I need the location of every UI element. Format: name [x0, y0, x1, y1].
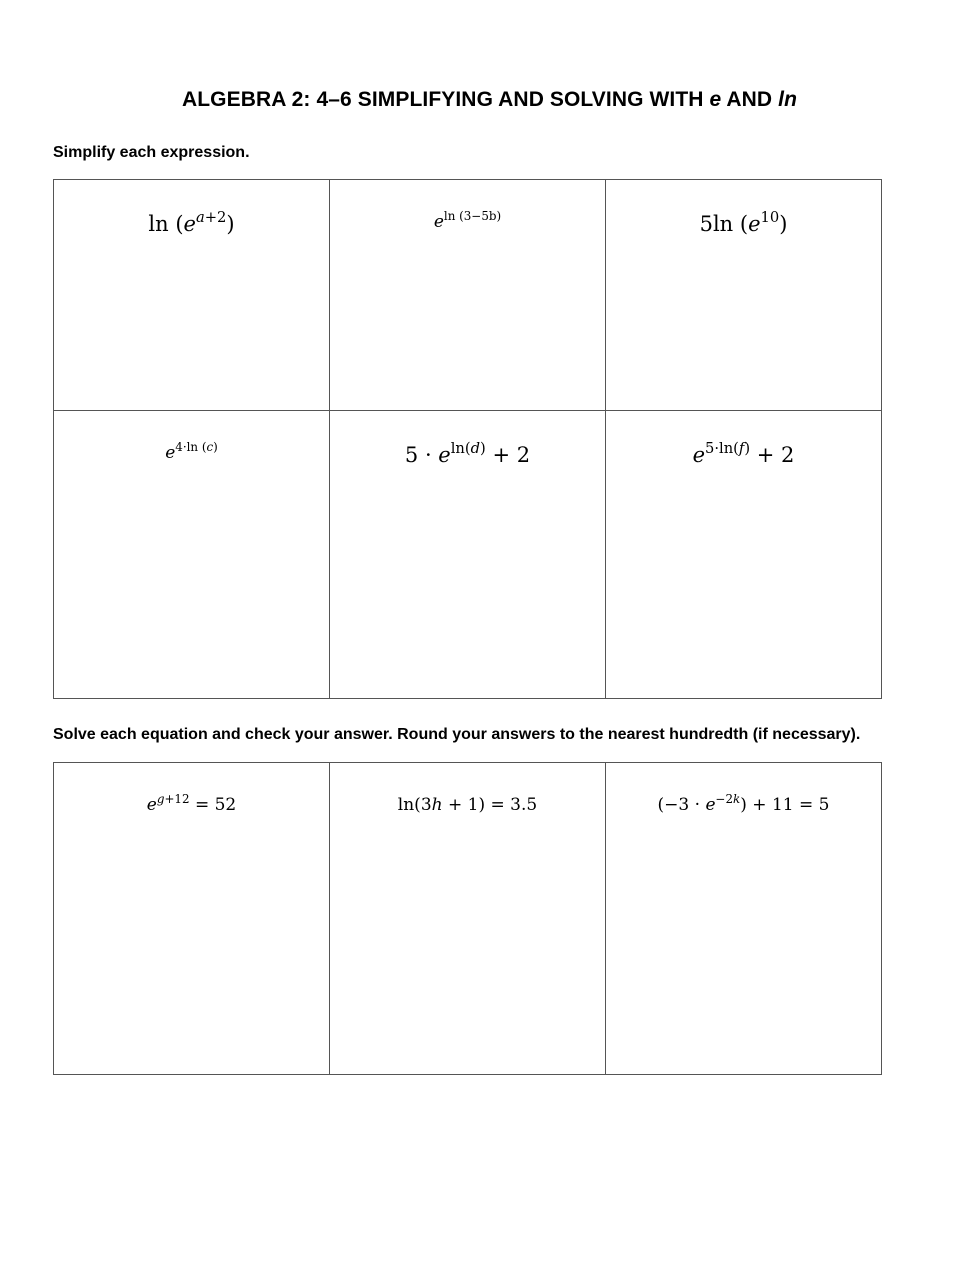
problem-cell[interactable] [330, 763, 606, 1075]
expression: 5ln $(e^{10})$ [699, 209, 788, 236]
problem-cell[interactable] [606, 180, 882, 411]
solve-problem-grid [53, 762, 882, 1075]
problem-cell[interactable] [54, 763, 330, 1075]
title-ln: ln [778, 88, 798, 111]
expression: $5 \cdot e^{ln(d)} + 2$ [404, 440, 531, 467]
problem-cell[interactable] [606, 411, 882, 699]
title-e: e [709, 88, 722, 111]
expression: $e^{ln (3-5b)}$ [433, 208, 502, 232]
simplify-instructions: Simplify each expression. [53, 144, 250, 161]
problem-cell[interactable] [330, 411, 606, 699]
problem-cell[interactable] [606, 763, 882, 1075]
equation: $e^{g+12} = 52$ [146, 791, 237, 815]
problem-cell[interactable] [330, 180, 606, 411]
problem-cell[interactable] [54, 180, 330, 411]
worksheet-title: ALGEBRA 2: 4–6 SIMPLIFYING AND SOLVING WITH e AND ln [181, 88, 798, 111]
expression: $\ln (e^{a+2})$ [148, 209, 235, 236]
simplify-problem-grid [53, 179, 882, 699]
problem-cell[interactable] [54, 411, 330, 699]
expression: $e^{4\cdot ln (c)}$ [165, 439, 218, 463]
equation: $(-3 \cdot e^{-2k}) + 11 = 5$ [657, 791, 830, 815]
solve-instructions: Solve each equation and check your answer. Round your answers to the nearest hundredth (if necessary). [53, 726, 861, 743]
expression: $e^{5\cdot ln(f)} + 2$ [692, 440, 795, 467]
equation: ln(3h + 1) = 3.5 [397, 795, 538, 815]
